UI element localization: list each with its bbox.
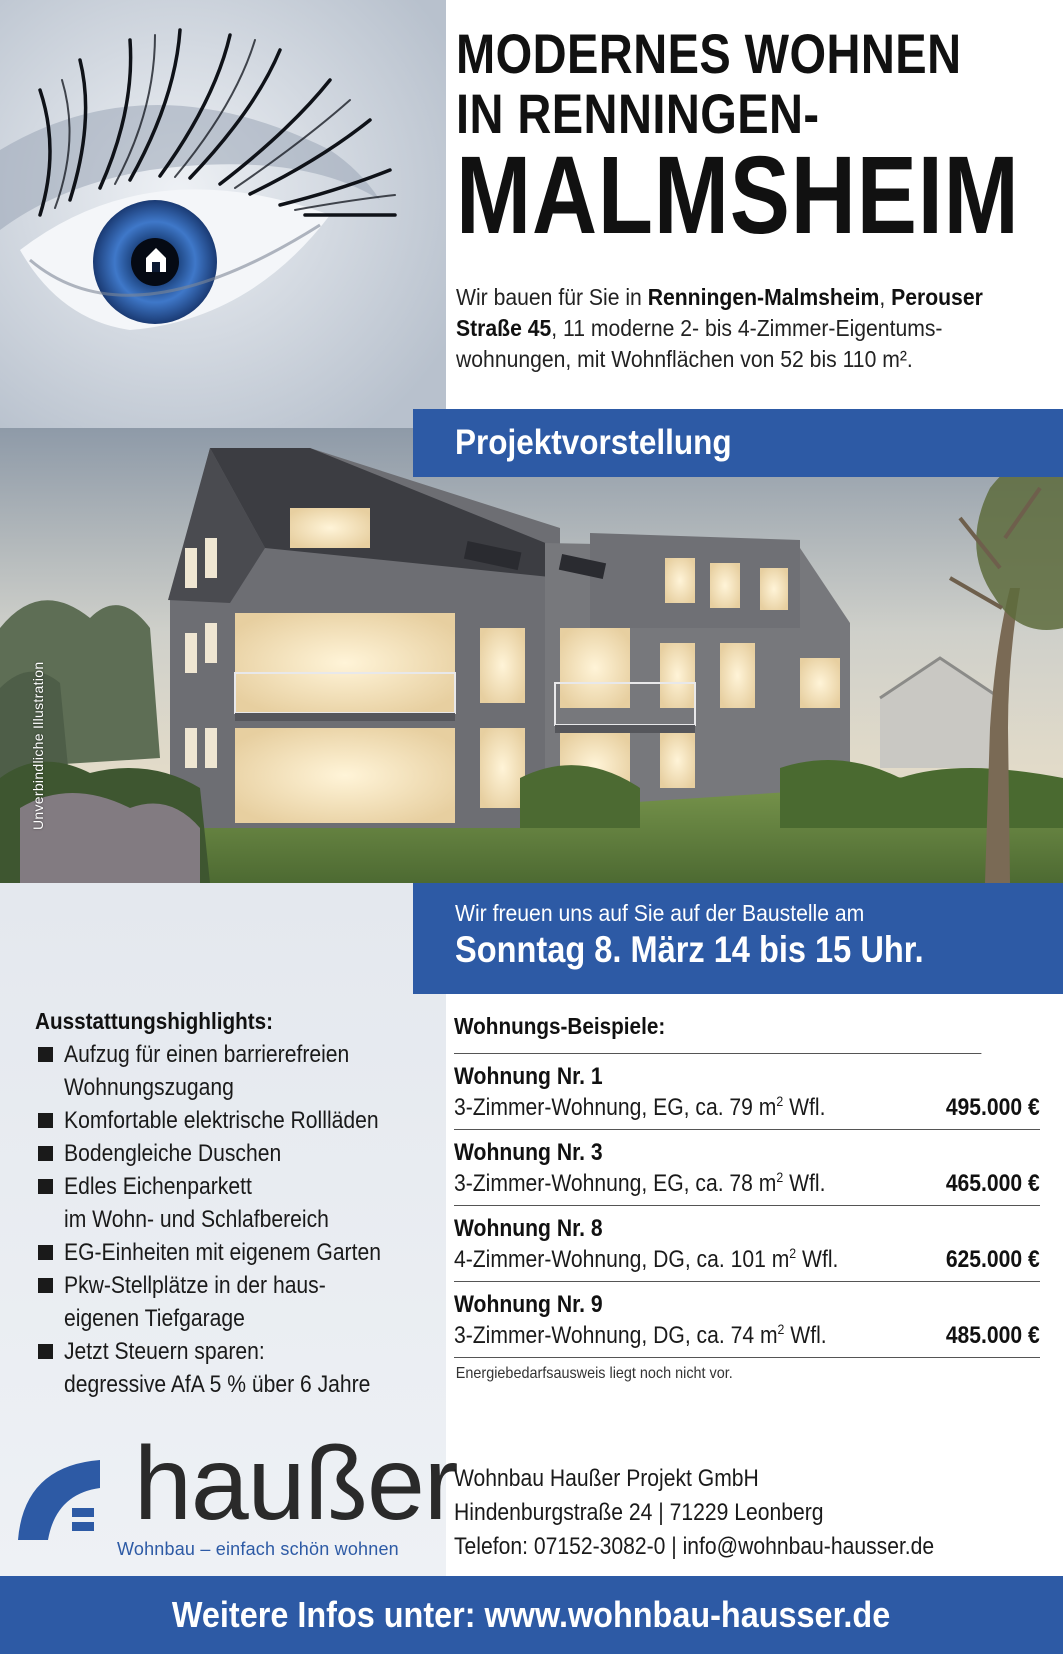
intro-line2: , 11 moderne 2- bis 4-Zimmer-Eigentums- [551, 315, 943, 341]
square-bullet-icon [38, 1278, 53, 1293]
logo-wordmark: haußer [134, 1426, 458, 1542]
feature-line: degressive AfA 5 % über 6 Jahre [64, 1371, 371, 1398]
intro-bold-street-2: Straße 45 [456, 315, 552, 341]
apartment-name: Wohnung Nr. 8 [454, 1215, 603, 1242]
project-presentation-band [413, 409, 1063, 477]
apartment-price: 495.000 € [946, 1094, 1040, 1121]
square-bullet-icon [38, 1146, 53, 1161]
apartment-description: 3-Zimmer-Wohnung, DG, ca. 74 $m^2$ Wfl. [454, 1321, 827, 1349]
energy-certificate-note: Energiebedarfsausweis liegt noch nicht vor. [455, 1365, 733, 1382]
features-list [35, 1038, 440, 1401]
apartment-row [454, 1054, 1040, 1130]
building-render [0, 428, 1063, 883]
event-date-text: Sonntag 8. März 14 bis 15 Uhr. [455, 929, 924, 970]
building-illustration [0, 428, 1063, 883]
apartment-name: Wohnung Nr. 9 [454, 1291, 603, 1318]
apartment-row [454, 1130, 1040, 1206]
apartment-description: 3-Zimmer-Wohnung, EG, ca. 78 $m^2$ Wfl. [454, 1169, 826, 1197]
eye-photo [0, 0, 446, 428]
headline-line-2: IN RENNINGEN- [456, 82, 820, 145]
apartment-examples [454, 1011, 1040, 1386]
feature-line: Jetzt Steuern sparen: [64, 1338, 265, 1365]
contact-block [454, 1462, 1054, 1564]
intro-bold-location: Renningen-Malmsheim [647, 284, 880, 310]
feature-line: Wohnungszugang [64, 1074, 234, 1101]
feature-item [35, 1038, 440, 1104]
feature-line: EG-Einheiten mit eigenem Garten [64, 1239, 381, 1266]
feature-item [35, 1170, 440, 1236]
feature-line: eigenen Tiefgarage [64, 1305, 245, 1332]
feature-line: Aufzug für einen barrierefreien [64, 1041, 350, 1068]
feature-item [35, 1104, 440, 1137]
apartment-name: Wohnung Nr. 1 [454, 1063, 603, 1090]
project-presentation-label: Projektvorstellung [455, 423, 732, 462]
apartment-row [454, 1206, 1040, 1282]
apartment-price: 625.000 € [946, 1246, 1040, 1273]
square-bullet-icon [38, 1179, 53, 1194]
square-bullet-icon [38, 1245, 53, 1260]
headline-line-1: MODERNES WOHNEN [456, 22, 962, 85]
square-bullet-icon [38, 1344, 53, 1359]
footer-website-link[interactable]: Weitere Infos unter: www.wohnbau-hausser.de [172, 1594, 891, 1635]
feature-item [35, 1236, 440, 1269]
intro-line3: wohnungen, mit Wohnflächen von 52 bis 110 m². [456, 346, 913, 372]
illustration-disclaimer: Unverbindliche Illustration [30, 661, 46, 830]
square-bullet-icon [38, 1113, 53, 1128]
logo-tagline: Wohnbau – einfach schön wohnen [117, 1539, 399, 1559]
feature-item [35, 1335, 440, 1401]
square-bullet-icon [38, 1047, 53, 1062]
company-phone-email: Telefon: 07152-3082-0 | info@wohnbau-hausser.de [454, 1533, 935, 1560]
hausser-logo [14, 1426, 458, 1566]
event-invitation-text: Wir freuen uns auf Sie auf der Baustelle am [455, 900, 865, 926]
intro-comma: , [879, 284, 892, 310]
company-address: Hindenburgstraße 24 | 71229 Leonberg [454, 1499, 824, 1526]
headline-line-3: MALMSHEIM [456, 134, 1020, 257]
feature-line: im Wohn- und Schlafbereich [64, 1206, 329, 1233]
apartment-price: 485.000 € [946, 1322, 1040, 1349]
features-section [35, 1006, 440, 1401]
feature-line: Pkw-Stellplätze in der haus- [64, 1272, 326, 1299]
feature-line: Komfortable elektrische Rollläden [64, 1107, 379, 1134]
apartment-description: 3-Zimmer-Wohnung, EG, ca. 79 $m^2$ Wfl. [454, 1093, 826, 1121]
intro-text [456, 282, 1008, 375]
intro-line1: Wir bauen für Sie in [456, 284, 642, 310]
house-roof-logo-icon [14, 1448, 124, 1548]
headline [456, 22, 1056, 257]
eye-illustration [0, 0, 446, 428]
intro-bold-street-1: Perouser [891, 284, 983, 310]
apartment-description: 4-Zimmer-Wohnung, DG, ca. 101 $m^2$ Wfl. [454, 1245, 839, 1273]
footer-band [0, 1576, 1063, 1654]
event-date-band [413, 883, 1063, 994]
apartment-name: Wohnung Nr. 3 [454, 1139, 603, 1166]
feature-line: Bodengleiche Duschen [64, 1140, 282, 1167]
company-name: Wohnbau Haußer Projekt GmbH [454, 1465, 759, 1492]
apartment-price: 465.000 € [946, 1170, 1040, 1197]
apartment-row [454, 1282, 1040, 1358]
feature-item [35, 1269, 440, 1335]
feature-line: Edles Eichenparkett [64, 1173, 252, 1200]
features-title: Ausstattungshighlights: [35, 1008, 274, 1034]
feature-item [35, 1137, 440, 1170]
apartment-examples-title: Wohnungs-Beispiele: [454, 1011, 981, 1054]
